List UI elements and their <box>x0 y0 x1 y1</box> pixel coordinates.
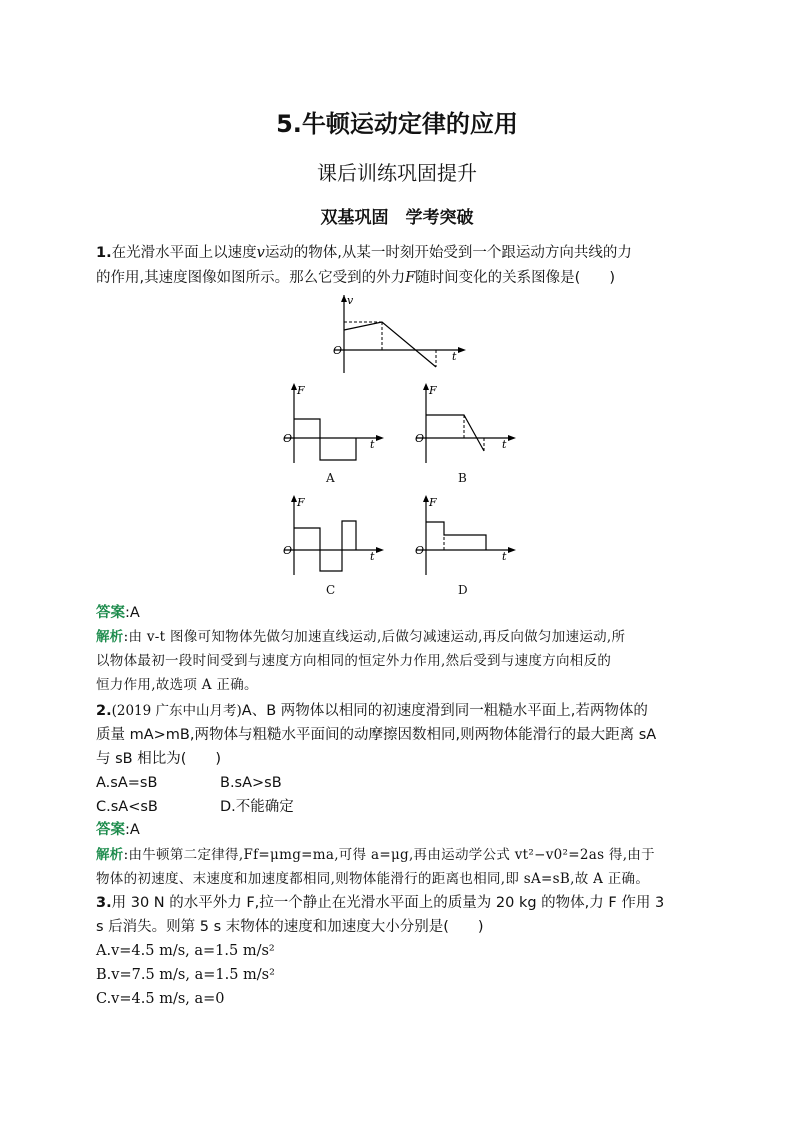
svg-text:O: O <box>283 544 293 557</box>
page-title: 5.牛顿运动定律的应用 <box>276 110 518 138</box>
q2-number: 2. <box>96 703 112 719</box>
svg-text:F: F <box>429 384 437 397</box>
option-graph-c <box>280 495 390 577</box>
graph-label-d: D <box>458 583 468 597</box>
q2-explanation-line2: 物体的初速度、末速度和加速度都相同,则物体能滑行的距离也相同,即 sA=sB,故 A 正确。 <box>96 871 650 887</box>
q2-line1: 2.(2019 广东中山月考)A、B 两物体以相同的初速度滑到同一粗糙水平面上,若两物体的 <box>96 703 648 719</box>
q3-line1: 3.用 30 N 的水平外力 F,拉一个静止在光滑水平面上的质量为 20 kg 的物体,力 F 作用 3 <box>96 895 665 911</box>
option-graph-d <box>412 495 522 577</box>
origin-label: O <box>333 344 343 357</box>
q3-line2: s 后消失。则第 5 s 末物体的速度和加速度大小分别是( ) <box>96 919 484 935</box>
q3-number: 3. <box>96 895 112 911</box>
option-graph-a <box>280 383 390 465</box>
svg-text:F: F <box>297 496 305 509</box>
q1-explanation-line2: 以物体最初一段时间受到与速度方向相同的恒定外力作用,然后受到与速度方向相反的 <box>96 653 612 669</box>
t-axis-label: t <box>452 350 457 363</box>
q2-option-c: C.sA<sB <box>96 799 158 815</box>
graph-label-b: B <box>458 471 467 485</box>
v-axis-label: v <box>347 295 354 307</box>
svg-text:t: t <box>502 550 507 563</box>
q2-line2: 质量 mA>mB,两物体与粗糙水平面间的动摩擦因数相同,则两物体能滑行的最大距离 sA <box>96 727 657 743</box>
svg-text:O: O <box>415 432 425 445</box>
q3-option-a: A.v=4.5 m/s, a=1.5 m/s² <box>96 943 275 959</box>
svg-text:t: t <box>370 438 375 451</box>
svg-text:t: t <box>502 438 507 451</box>
q2-explanation-line1: 解析:由牛顿第二定律得,Ff=μmg=ma,可得 a=μg,再由运动学公式 vt²−v0²=2as 得,由于 <box>96 847 655 863</box>
section-heading: 双基巩固 学考突破 <box>320 208 474 228</box>
graph-label-c: C <box>326 583 336 597</box>
q1-number: 1. <box>96 245 112 261</box>
q1-line2: 的作用,其速度图像如图所示。那么它受到的外力F随时间变化的关系图像是( ) <box>96 270 615 286</box>
q3-option-b: B.v=7.5 m/s, a=1.5 m/s² <box>96 967 275 983</box>
svg-text:O: O <box>283 432 293 445</box>
q2-option-b: B.sA>sB <box>220 775 282 791</box>
q2-option-a: A.sA=sB <box>96 775 158 791</box>
svg-text:F: F <box>429 496 437 509</box>
q2-answer: 答案:A <box>96 822 140 838</box>
q1-line1: 1.在光滑水平面上以速度v运动的物体,从某一时刻开始受到一个跟运动方向共线的力 <box>96 245 632 261</box>
svg-text:O: O <box>415 544 425 557</box>
q2-line3: 与 sB 相比为( ) <box>96 751 222 767</box>
graph-label-a: A <box>326 471 335 485</box>
q1-explanation-line1: 解析:由 v-t 图像可知物体先做匀加速直线运动,后做匀减速运动,再反向做匀加速运动,所 <box>96 629 626 645</box>
q3-option-c: C.v=4.5 m/s, a=0 <box>96 991 225 1007</box>
page-subtitle: 课后训练巩固提升 <box>317 161 477 185</box>
q1-explanation-line3: 恒力作用,故选项 A 正确。 <box>96 677 258 693</box>
q1-answer: 答案:A <box>96 605 140 621</box>
q2-option-d: D.不能确定 <box>220 799 294 815</box>
svg-text:F: F <box>297 384 305 397</box>
vt-graph <box>330 295 470 375</box>
option-graph-b <box>412 383 522 465</box>
svg-text:t: t <box>370 550 375 563</box>
